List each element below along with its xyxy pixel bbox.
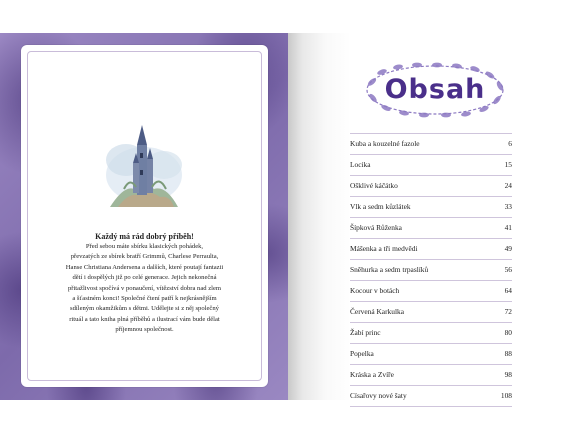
intro-line: příjemnou společnost. xyxy=(115,326,174,334)
toc-entry-title: Mášenka a tři medvědi xyxy=(350,244,418,253)
toc-entry[interactable] xyxy=(350,281,512,302)
toc-entry-title: Císařovy nové šaty xyxy=(350,391,407,400)
toc-entry-title: Kráska a Zvíře xyxy=(350,370,394,379)
toc-entry-title: Popelka xyxy=(350,349,374,358)
intro-frame xyxy=(21,45,268,387)
left-page xyxy=(0,33,288,400)
toc-entry-page: 24 xyxy=(504,181,512,190)
toc-entry-page: 72 xyxy=(504,307,512,316)
toc-entry[interactable] xyxy=(350,239,512,260)
intro-line: přitažlivost spočívá v ponaučení, vítězství dobra nad zlem xyxy=(67,284,222,292)
toc-entry-page: 15 xyxy=(504,160,512,169)
table-of-contents xyxy=(350,133,512,407)
toc-entry-page: 41 xyxy=(504,223,512,232)
intro-line: a šťastném konci! Společné čtení patří k nejkrásnějším xyxy=(72,295,217,303)
intro-text xyxy=(35,231,254,336)
toc-entry-page: 49 xyxy=(504,244,512,253)
toc-entry[interactable] xyxy=(350,133,512,155)
toc-title: Obsah xyxy=(384,74,486,105)
toc-entry[interactable] xyxy=(350,176,512,197)
castle-illustration xyxy=(104,115,184,210)
toc-entry[interactable] xyxy=(350,344,512,365)
toc-entry[interactable] xyxy=(350,260,512,281)
toc-entry-title: Kocour v botách xyxy=(350,286,400,295)
intro-title: Každý má rád dobrý příběh! xyxy=(95,232,194,241)
toc-entry-page: 33 xyxy=(504,202,512,211)
toc-entry-page: 88 xyxy=(504,349,512,358)
toc-entry-title: Kuba a kouzelné fazole xyxy=(350,139,420,148)
intro-line: dětí i dospělých již po celé generace. Jejich nekonečná xyxy=(72,274,217,282)
toc-entry[interactable] xyxy=(350,155,512,176)
toc-entry[interactable] xyxy=(350,197,512,218)
toc-entry-page: 80 xyxy=(504,328,512,337)
toc-entry-title: Locika xyxy=(350,160,371,169)
toc-entry-page: 56 xyxy=(504,265,512,274)
toc-entry[interactable] xyxy=(350,323,512,344)
toc-entry[interactable] xyxy=(350,218,512,239)
intro-paragraph xyxy=(35,242,254,336)
intro-line: sdíleným okamžikům s dětmi. Udělejte si z něj společný xyxy=(70,305,219,313)
intro-line: Před sebou máte sbírku klasických pohádek, xyxy=(85,243,204,250)
intro-line: Hanse Christiana Andersena a dalších, které poutají fantazii xyxy=(65,263,224,271)
intro-line: rituál a tato kniha plná příběhů a ilustrací vám bude dělat xyxy=(69,315,220,323)
toc-entry-title: Vlk a sedm kůzlátek xyxy=(350,202,411,211)
toc-entry-title: Ošklivé káčátko xyxy=(350,181,398,190)
intro-line: převzatých ze sbírek bratří Grimmů, Charlese Perraulta, xyxy=(70,253,219,261)
toc-entry[interactable] xyxy=(350,365,512,386)
toc-entry-page: 108 xyxy=(500,391,512,400)
toc-entry-page: 98 xyxy=(504,370,512,379)
toc-entry-title: Sněhurka a sedm trpaslíků xyxy=(350,265,429,274)
toc-entry[interactable] xyxy=(350,302,512,323)
toc-entry-title: Červená Karkulka xyxy=(350,307,404,316)
toc-entry[interactable] xyxy=(350,386,512,407)
toc-entry-page: 64 xyxy=(504,286,512,295)
toc-entry-page: 6 xyxy=(508,139,512,148)
toc-entry-title: Žabí princ xyxy=(350,328,381,337)
toc-entry-title: Šípková Růženka xyxy=(350,223,402,232)
